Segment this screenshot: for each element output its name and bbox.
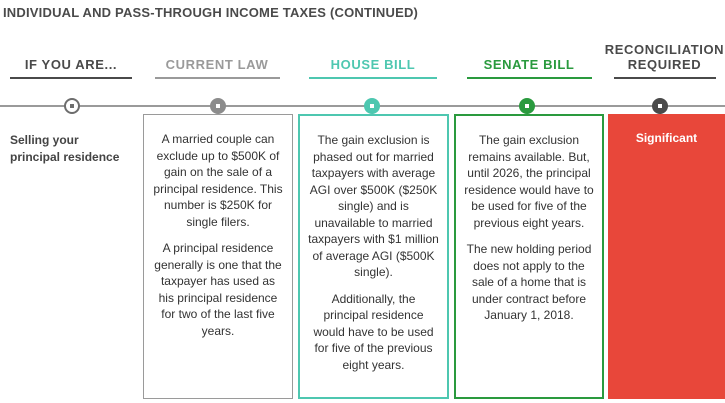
page-title: INDIVIDUAL AND PASS-THROUGH INCOME TAXES (CONTINUED)	[3, 5, 419, 20]
senate-bill-paragraph-1: The gain exclusion remains available. But, until 2026, the principal residence would have to be used for five of the previous eight years.	[464, 133, 594, 230]
timeline-node-reconciliation	[652, 98, 668, 114]
timeline-node-current-law	[210, 98, 226, 114]
row-label-line1: Selling your	[10, 133, 79, 147]
current-law-paragraph-1: A married couple can exclude up to $500K of gain on the sale of a principal residence. This number is $250K for single filers.	[153, 132, 283, 229]
house-bill-paragraph-2: Additionally, the principal residence would have to be used for five of the previous eight years.	[313, 291, 434, 372]
header-if-you-are: IF YOU ARE...	[24, 57, 118, 72]
header-reconciliation-line2: REQUIRED	[627, 57, 702, 72]
header-reconciliation-line1: RECONCILIATION	[604, 42, 725, 57]
timeline-node-senate-bill	[519, 98, 535, 114]
reconciliation-value: Significant	[635, 131, 698, 145]
timeline-node-house-bill	[364, 98, 380, 114]
header-reconciliation-underline	[614, 77, 716, 79]
header-senate-bill: SENATE BILL	[483, 57, 575, 72]
header-current-law: CURRENT LAW	[165, 57, 269, 72]
row-label-line2: principal residence	[10, 150, 120, 164]
senate-bill-paragraph-2: The new holding period does not apply to the sale of a home that is under contract before January 1, 2018.	[466, 242, 592, 322]
header-senate-bill-underline	[467, 77, 592, 79]
timeline-line	[0, 105, 725, 107]
current-law-cell	[143, 114, 293, 399]
header-reconciliation-required	[604, 42, 725, 72]
row-label-selling-residence	[10, 132, 135, 166]
timeline-node-if-you-are	[64, 98, 80, 114]
header-house-bill: HOUSE BILL	[330, 57, 416, 72]
senate-bill-cell	[454, 114, 604, 399]
header-if-you-are-underline	[10, 77, 132, 79]
header-current-law-underline	[155, 77, 280, 79]
current-law-paragraph-2: A principal residence generally is one that the taxpayer has used as his principal residence for two of the last five years.	[154, 241, 282, 338]
house-bill-paragraph-1: The gain exclusion is phased out for married taxpayers with average AGI over $500K ($250K single) and is unavailable to married taxpayers with $1 million of average AGI ($500K single).	[308, 133, 439, 279]
header-house-bill-underline	[309, 77, 437, 79]
house-bill-cell	[298, 114, 449, 399]
reconciliation-cell	[608, 114, 725, 399]
